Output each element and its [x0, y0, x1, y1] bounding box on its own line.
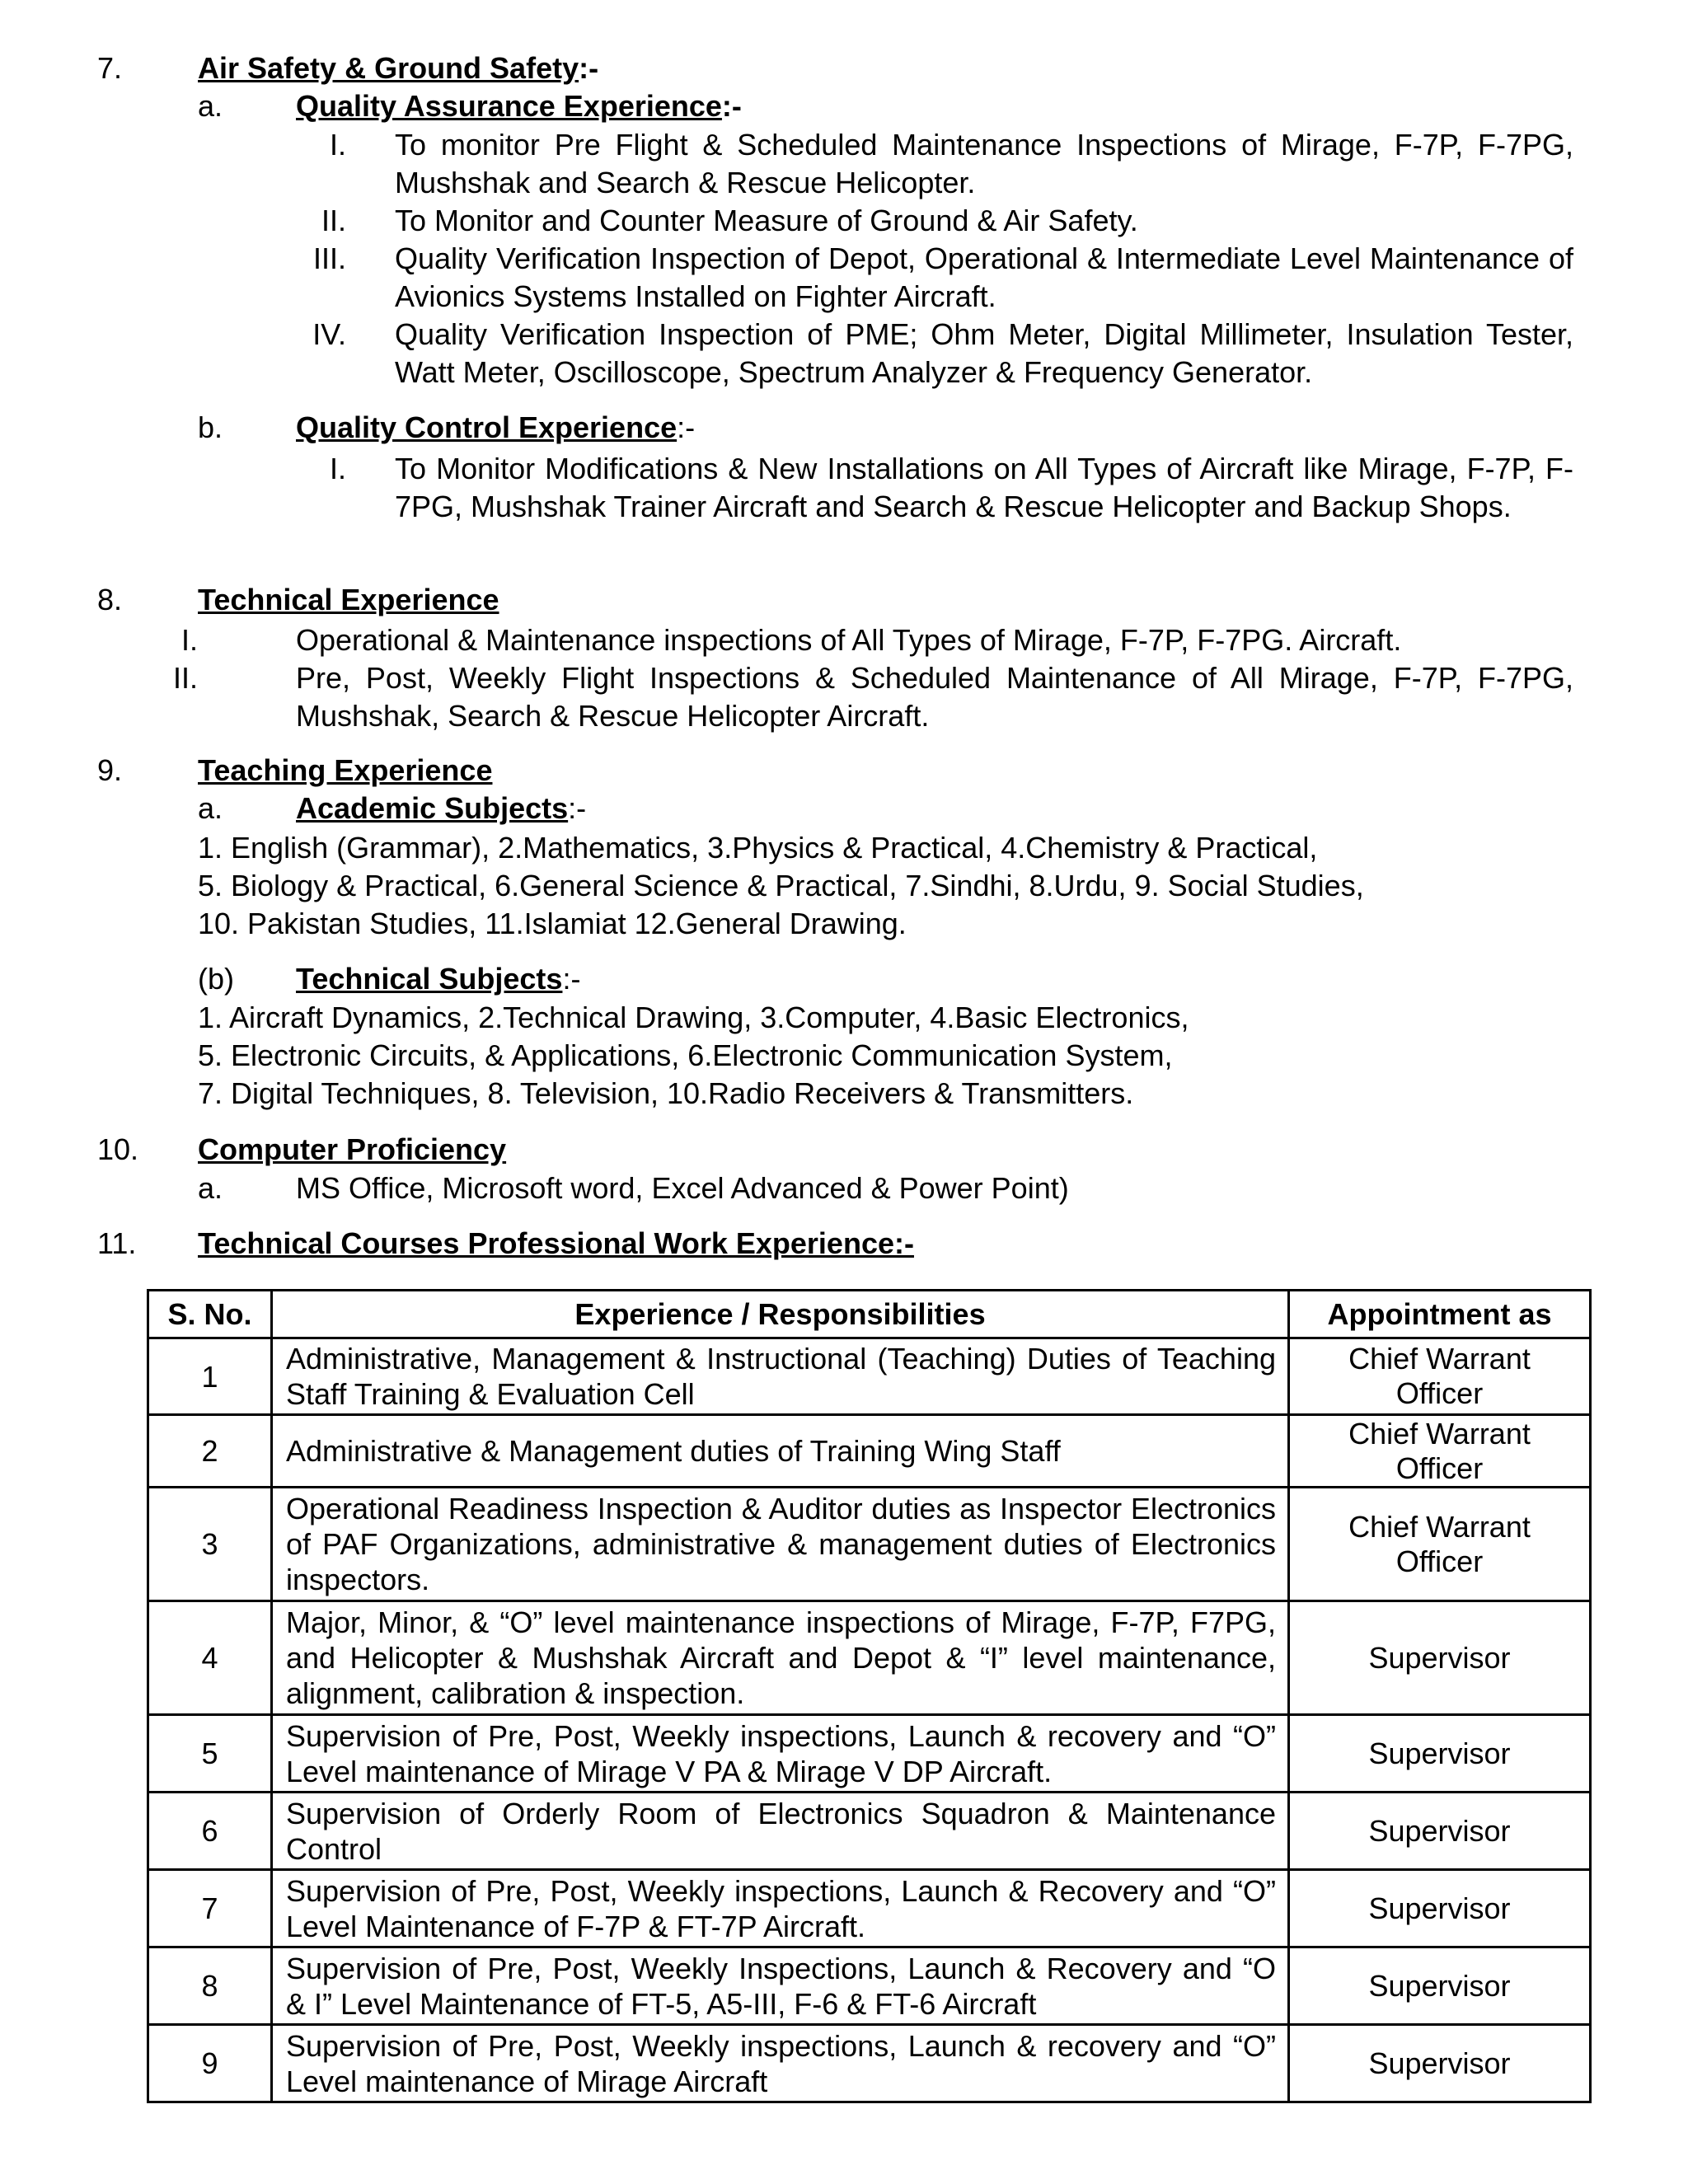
appointment-line: Supervisor — [1368, 1736, 1511, 1770]
subject-line: 1. Aircraft Dynamics, 2.Technical Drawing, 3.Computer, 4.Basic Electronics, — [198, 1001, 1189, 1034]
table-row — [148, 2025, 1591, 2102]
appointment-line: Supervisor — [1368, 1640, 1511, 1675]
section-7b-suffix: :- — [677, 410, 696, 444]
section-9-title: Teaching Experience — [198, 753, 493, 787]
subject-line: 7. Digital Techniques, 8. Television, 10.Radio Receivers & Transmitters. — [198, 1076, 1134, 1110]
header-serial-number: S. No. — [148, 1291, 272, 1338]
section-7b-heading — [296, 409, 695, 447]
list-item-text: To Monitor Modifications & New Installations on All Types of Aircraft like Mirage, F-7P, F-7PG, Mushshak Trainer Aircraft and Search & Rescue Helicopter and Backup Shops. — [395, 452, 1573, 523]
header-experience: Experience / Responsibilities — [272, 1291, 1289, 1338]
appointment-line: Officer — [1395, 1376, 1484, 1410]
section-9b-letter: (b) — [198, 962, 234, 996]
appointment-line: Chief Warrant — [1348, 1509, 1531, 1544]
appointment-line: Supervisor — [1368, 2046, 1511, 2080]
row-description: Major, Minor, & “O” level maintenance inspections of Mirage, F-7P, F7PG, and Helicopter & Mushshak Aircraft and Depot & “I” level maintenance, alignment, calibration & inspection. — [272, 1601, 1289, 1715]
row-appointment — [1289, 1793, 1591, 1870]
section-8-number: 8. — [97, 583, 123, 616]
list-item-number: III. — [312, 241, 346, 275]
table-row — [148, 1947, 1591, 2025]
row-serial-number: 5 — [148, 1715, 272, 1793]
row-description: Operational Readiness Inspection & Auditor duties as Inspector Electronics of PAF Organizations, administrative & management duties of Electronics inspectors. — [272, 1488, 1289, 1601]
row-appointment — [1289, 1715, 1591, 1793]
row-appointment — [1289, 1870, 1591, 1947]
subject-line: 1. English (Grammar), 2.Mathematics, 3.Physics & Practical, 4.Chemistry & Practical, — [198, 831, 1318, 865]
appointment-line: Chief Warrant — [1348, 1342, 1531, 1376]
subject-line: 5. Electronic Circuits, & Applications, 6.Electronic Communication System, — [198, 1038, 1173, 1072]
list-item-number: II. — [172, 661, 198, 695]
row-serial-number: 3 — [148, 1488, 272, 1601]
section-9b-title: Technical Subjects — [296, 962, 563, 996]
appointment-line: Chief Warrant — [1348, 1416, 1531, 1451]
row-serial-number: 4 — [148, 1601, 272, 1715]
subject-line: 10. Pakistan Studies, 11.Islamiat 12.General Drawing. — [198, 907, 907, 940]
section-10-title: Computer Proficiency — [198, 1132, 507, 1166]
list-item-number: I. — [181, 623, 198, 657]
section-7-title-suffix: :- — [579, 51, 599, 85]
row-description: Supervision of Pre, Post, Weekly inspections, Launch & Recovery and “O” Level Maintenance of F-7P & FT-7P Aircraft. — [272, 1870, 1289, 1947]
section-7-title: Air Safety & Ground Safety — [198, 51, 579, 85]
section-8-title: Technical Experience — [198, 583, 499, 616]
section-9-number: 9. — [97, 753, 123, 787]
section-7a-letter: a. — [198, 89, 223, 123]
list-item-number: I. — [329, 452, 346, 485]
table-row — [148, 1415, 1591, 1488]
section-7a-suffix: :- — [721, 89, 742, 123]
row-appointment — [1289, 1601, 1591, 1715]
section-10a-letter: a. — [198, 1171, 223, 1205]
section-7b-letter: b. — [198, 410, 223, 444]
row-description: Supervision of Orderly Room of Electronics Squadron & Maintenance Control — [272, 1793, 1289, 1870]
experience-table — [147, 1289, 1592, 2103]
section-10-number: 10. — [97, 1132, 139, 1166]
row-serial-number: 8 — [148, 1947, 272, 2025]
section-9b-suffix: :- — [562, 962, 581, 996]
list-item-text: To monitor Pre Flight & Scheduled Maintenance Inspections of Mirage, F-7P, F-7PG, Mushshak and Search & Rescue Helicopter. — [395, 128, 1573, 199]
table-row — [148, 1488, 1591, 1601]
row-serial-number: 9 — [148, 2025, 272, 2102]
list-item-text: Operational & Maintenance inspections of All Types of Mirage, F-7P, F-7PG. Aircraft. — [296, 623, 1402, 657]
table-header-row — [148, 1291, 1591, 1338]
section-9a-suffix: :- — [568, 791, 587, 825]
appointment-line: Officer — [1395, 1544, 1484, 1578]
row-appointment — [1289, 1947, 1591, 2025]
row-appointment — [1289, 2025, 1591, 2102]
section-7b-title: Quality Control Experience — [296, 410, 678, 444]
row-appointment — [1289, 1488, 1591, 1601]
table-row — [148, 1870, 1591, 1947]
section-10a-text: MS Office, Microsoft word, Excel Advanced & Power Point) — [296, 1171, 1069, 1205]
section-7a-heading — [296, 87, 742, 125]
section-11-number: 11. — [97, 1226, 137, 1260]
list-item-text: Pre, Post, Weekly Flight Inspections & Scheduled Maintenance of All Mirage, F-7P, F-7PG, Mushshak, Search & Rescue Helicopter Aircraft. — [296, 661, 1573, 733]
section-9a-letter: a. — [198, 791, 223, 825]
list-item-number: I. — [329, 128, 346, 162]
row-appointment — [1289, 1338, 1591, 1415]
appointment-line: Officer — [1395, 1451, 1484, 1485]
row-serial-number: 2 — [148, 1415, 272, 1488]
section-7-number: 7. — [97, 51, 123, 85]
table-row — [148, 1715, 1591, 1793]
appointment-line: Supervisor — [1368, 1891, 1511, 1925]
section-11-title: Technical Courses Professional Work Experience:- — [198, 1226, 914, 1260]
list-item-number: IV. — [312, 317, 346, 351]
table-row — [148, 1338, 1591, 1415]
list-item-text: Quality Verification Inspection of Depot, Operational & Intermediate Level Maintenance of Avionics Systems Installed on Fighter Aircraft. — [395, 241, 1573, 313]
section-7a-title: Quality Assurance Experience — [296, 89, 722, 123]
section-9b-heading — [296, 960, 580, 998]
section-9a-title: Academic Subjects — [296, 791, 569, 825]
list-item-number: II. — [321, 204, 346, 237]
row-description: Administrative & Management duties of Training Wing Staff — [272, 1415, 1289, 1488]
list-item-text: Quality Verification Inspection of PME; Ohm Meter, Digital Millimeter, Insulation Tester, Watt Meter, Oscilloscope, Spectrum Analyzer & Frequency Generator. — [395, 317, 1573, 389]
section-9a-heading — [296, 790, 586, 827]
appointment-line: Supervisor — [1368, 1968, 1511, 2003]
row-description: Administrative, Management & Instructional (Teaching) Duties of Teaching Staff Training & Evaluation Cell — [272, 1338, 1289, 1415]
table-row — [148, 1793, 1591, 1870]
row-description: Supervision of Pre, Post, Weekly inspections, Launch & recovery and “O” Level maintenance of Mirage V PA & Mirage V DP Aircraft. — [272, 1715, 1289, 1793]
row-serial-number: 6 — [148, 1793, 272, 1870]
table-row — [148, 1601, 1591, 1715]
row-description: Supervision of Pre, Post, Weekly inspections, Launch & recovery and “O” Level maintenance of Mirage Aircraft — [272, 2025, 1289, 2102]
row-appointment — [1289, 1415, 1591, 1488]
row-serial-number: 1 — [148, 1338, 272, 1415]
appointment-line: Supervisor — [1368, 1813, 1511, 1848]
row-description: Supervision of Pre, Post, Weekly Inspections, Launch & Recovery and “O & I” Level Maintenance of FT-5, A5-III, F-6 & FT-6 Aircraft — [272, 1947, 1289, 2025]
header-appointment: Appointment as — [1289, 1291, 1591, 1338]
list-item-text: To Monitor and Counter Measure of Ground & Air Safety. — [395, 204, 1138, 237]
section-7-heading — [198, 49, 598, 87]
row-serial-number: 7 — [148, 1870, 272, 1947]
subject-line: 5. Biology & Practical, 6.General Science & Practical, 7.Sindhi, 8.Urdu, 9. Social Studies, — [198, 869, 1364, 902]
